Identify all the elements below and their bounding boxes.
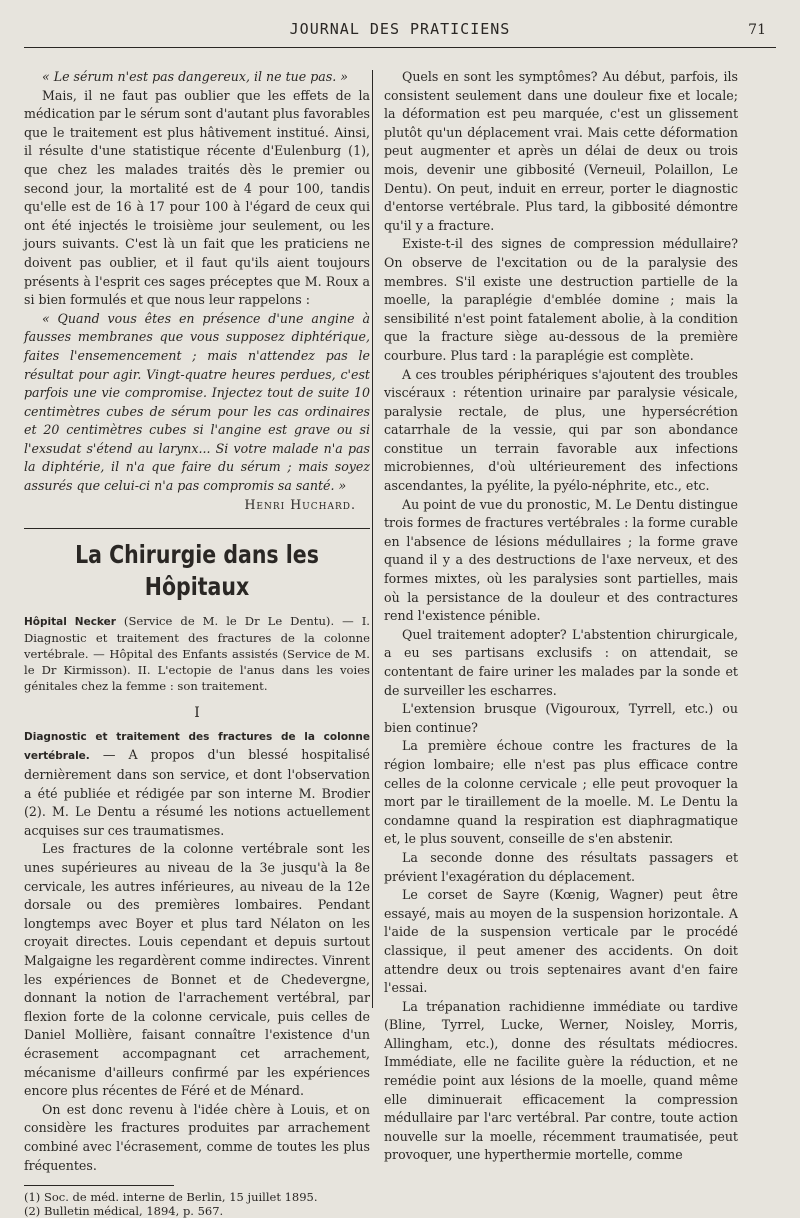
running-title: JOURNAL DES PRATICIENS <box>289 20 511 38</box>
body-paragraph: La première échoue contre les fractures de la région lombaire; elle n'est pas plus efficace contre celles de la colonne cervicale ; elle peut provoquer la mort par le tiraillement de la moelle. M. Le Dentu la condamne quand la respiration est diaphragmatique et, le plus souvent, conseille de s'en abstenir. <box>384 738 738 847</box>
page-header <box>24 20 776 46</box>
footnote: (1) Soc. de méd. interne de Berlin, 15 juillet 1895. <box>24 1190 318 1205</box>
section-intro <box>24 613 370 694</box>
body-paragraph: La trépanation rachidienne immédiate ou tardive (Bline, Tyrrel, Lucke, Werner, Noisley, Morris, Allingham, etc.), donne des résultats médiocres. Immédiate, elle ne facilite guère la réduction, et ne remédie point aux lésions de la moelle, quand même elle diminuerait efficacement la compression médullaire par l'arc vertébral. Par contre, toute action nouvelle sur la moelle, récemment traumatisée, peut provoquer, une hyperthermie mortelle, comme <box>384 998 738 1163</box>
left-column <box>24 68 370 1218</box>
right-column <box>384 68 738 1165</box>
section-rule <box>24 528 370 529</box>
body-paragraph: L'extension brusque (Vigouroux, Tyrrell, etc.) ou bien continue? <box>384 701 738 735</box>
page-number: 71 <box>748 22 766 38</box>
header-rule <box>24 47 776 48</box>
section-title: La Chirurgie dans les Hôpitaux <box>75 540 319 602</box>
roux-quote: « Quand vous êtes en présence d'une angine à fausses membranes que vous supposez diphtérique, faites l'ensemencement ; mais n'attendez pas le résultat pour agir. Vingt-quatre heures perdues, c'est parfois une vie compromise. Injectez tout de suite 10 centimètres cubes de sérum pour les cas ordinaires et 20 centimètres cubes si l'angine est grave ou si l'exsudat s'étend au larynx... Si votre malade n'a pas la diphtérie, il n'a que faire du sérum ; mais soyez assurés que celui-ci n'a pas compromis sa santé. » <box>24 310 370 494</box>
body-paragraph: On est donc revenu à l'idée chère à Louis, et on considère les fractures produites par arrachement combiné avec l'écrasement, comme de toutes les plus fréquentes. <box>24 1101 370 1173</box>
body-paragraph <box>24 727 370 841</box>
body-paragraph: Le corset de Sayre (Kœnig, Wagner) peut être essayé, mais au moyen de la suspension horizontale. A l'aide de la suspension verticale par le procédé classique, il peut amener des accidents. On doit attendre deux ou trois septenaires avant d'en faire l'essai. <box>384 887 738 996</box>
body-paragraph: Existe-t-il des signes de compression médullaire? On observe de l'excitation ou de la paralysie des membres. S'il existe une destruction partielle de la moelle, la paraplégie d'emblée domine ; mais la sensibilité n'est point fatalement abolie, à la condition que la fracture siège au-dessous de la première courbure. Plus tard : la paraplégie est complète. <box>384 236 738 363</box>
footnote-rule <box>24 1185 174 1186</box>
part-number: I <box>194 705 200 722</box>
paragraph-lead: Diagnostic et traitement des fractures de la colonne vertébrale. <box>24 730 370 763</box>
paragraph-text: — A propos d'un blessé hospitalisé dernièrement dans son service, et dont l'observation a été publiée et rédigée par son interne M. Brodier (2). M. Le Dentu a résumé les notions actuellement acquises sur ces traumatismes. <box>24 747 370 838</box>
footnote: (2) Bulletin médical, 1894, p. 567. <box>24 1204 224 1218</box>
body-paragraph: Quel traitement adopter? L'abstention chirurgicale, a eu ses partisans exclusifs : on attendait, se contentant de faire uriner les malades par la sonde et de surveiller les escharres. <box>384 626 738 698</box>
intro-text: (Service de M. le Dr Le Dentu). — I. Diagnostic et traitement des fractures de la colonne vertébrale. — Hôpital des Enfants assistés (Service de M. le Dr Kirmisson). II. L'ectopie de l'anus dans les voies génitales chez la femme : son traitement. <box>24 614 370 694</box>
intro-lead: Hôpital Necker <box>24 616 116 629</box>
body-paragraph: La seconde donne des résultats passagers et prévient l'exagération du déplacement. <box>384 849 738 884</box>
body-paragraph: Quels en sont les symptômes? Au début, parfois, ils consistent seulement dans une douleur fixe et locale; la déformation est peu marquée, c'est un glissement plutôt qu'un déplacement vrai. Mais cette déformation peut augmenter et après un délai de deux ou trois mois, devenir une gibbosité (Verneuil, Polaillon, Le Dentu). On peut, induit en erreur, porter le diagnostic d'entorse vertébrale. Plus tard, la gibbosité démontre qu'il y a fracture. <box>384 69 738 233</box>
body-paragraph: A ces troubles périphériques s'ajoutent des troubles viscéraux : rétention urinaire par paralysie vésicale, paralysie rectale, de plus, une hypersécrétion catarrhale de la vessie, qui par son abondance constitue un terrain favorable aux infections microbiennes, d'où ultérieurement des infections ascendantes, la pyélite, la pyélo-néphrite, etc., etc. <box>384 366 738 494</box>
quote-paragraph: « Le sérum n'est pas dangereux, il ne tue pas. » <box>42 69 348 84</box>
author-signature: Henri Huchard. <box>244 496 356 512</box>
body-paragraph: Au point de vue du pronostic, M. Le Dentu distingue trois formes de fractures vertébrales : la forme curable en l'absence de lésions médullaires ; la forme grave quand il y a des destructions de l'axe nerveux, et des formes mixtes, où les paralysies sont partielles, mais où la persistance de la douleur et des contractures rend l'existence pénible. <box>384 496 738 624</box>
footnotes <box>24 1190 370 1218</box>
body-paragraph: Les fractures de la colonne vertébrale sont les unes supérieures au niveau de la 3e jusqu'à la 8e cervicale, les autres inférieures, au niveau de la 12e dorsale ou des premières lombaires. Pendant longtemps avec Boyer et plus tard Nélaton on les croyait directes. Louis cependant et depuis surtout Malgaigne les regardèrent comme indirectes. Vinrent les expériences de Bonnet et de Chedevergne, donnant la notion de l'arrachement vertébral, par flexion forte de la colonne cervicale, puis celles de Daniel Mollière, faisant connaître l'existence d'un écrasement accompagnant cet arrachement, mécanisme d'ailleurs confirmé par les expériences encore plus récentes de Féré et de Ménard. <box>24 841 370 1099</box>
body-paragraph: Mais, il ne faut pas oublier que les effets de la médication par le sérum sont d'autant plus favorables que le traitement est plus hâtivement institué. Ainsi, il résulte d'une statistique récente d'Eulenburg (1), que chez les malades traités dès le premier ou second jour, la mortalité est de 4 pour 100, tandis qu'elle est de 16 à 17 pour 100 à l'égard de ceux qui ont été injectés le troisième jour seulement, ou les jours suivants. C'est là un fait que les praticiens ne doivent pas oublier, et il faut qu'ils aient toujours présents à l'esprit ces sages préceptes que M. Roux a si bien formulés et que nous leur rappelons : <box>24 87 370 308</box>
column-divider <box>372 70 373 1008</box>
